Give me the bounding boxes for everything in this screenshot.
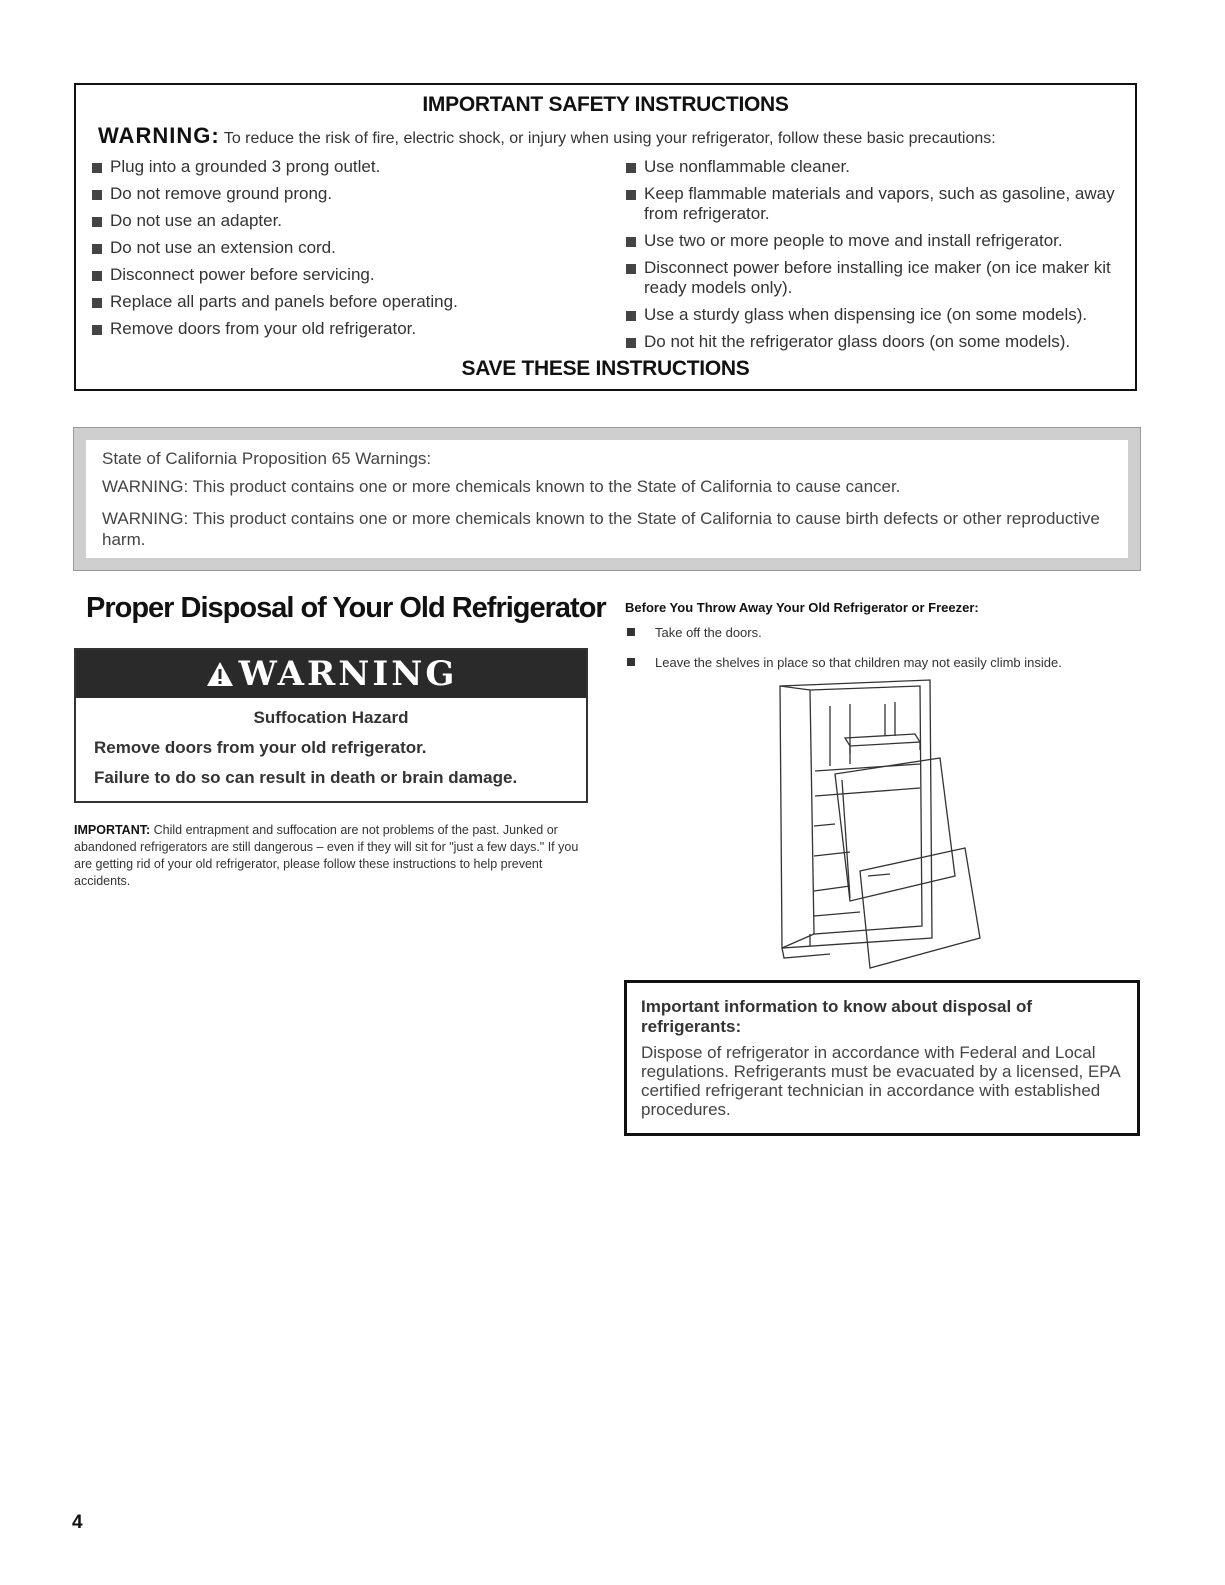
square-bullet-icon bbox=[92, 271, 102, 281]
square-bullet-icon bbox=[626, 237, 636, 247]
list-item: Do not hit the refrigerator glass doors (on some models). bbox=[624, 332, 1134, 352]
square-bullet-icon bbox=[626, 264, 636, 274]
square-bullet-icon bbox=[92, 298, 102, 308]
list-item: Do not remove ground prong. bbox=[90, 184, 600, 204]
safety-instructions-box bbox=[74, 83, 1137, 391]
list-item: Remove doors from your old refrigerator. bbox=[90, 319, 600, 339]
hazard-title: Suffocation Hazard bbox=[253, 708, 409, 727]
list-item: Keep flammable materials and vapors, such as gasoline, away from refrigerator. bbox=[624, 184, 1134, 224]
safety-title: IMPORTANT SAFETY INSTRUCTIONS bbox=[422, 93, 789, 116]
square-bullet-icon bbox=[92, 163, 102, 173]
list-item: Use a sturdy glass when dispensing ice (on some models). bbox=[624, 305, 1134, 325]
page-number: 4 bbox=[72, 1512, 83, 1533]
safety-list-left bbox=[90, 157, 600, 346]
square-bullet-icon bbox=[627, 658, 635, 666]
remove-doors-line: Remove doors from your old refrigerator. bbox=[94, 738, 427, 757]
square-bullet-icon bbox=[626, 338, 636, 348]
list-item: Take off the doors. bbox=[625, 624, 1062, 641]
list-item: Disconnect power before installing ice maker (on ice maker kit ready models only). bbox=[624, 258, 1134, 298]
square-bullet-icon bbox=[92, 190, 102, 200]
important-label: IMPORTANT: bbox=[74, 823, 151, 837]
square-bullet-icon bbox=[92, 325, 102, 335]
refrigerant-disposal-box bbox=[624, 980, 1140, 1136]
square-bullet-icon bbox=[92, 244, 102, 254]
safety-list-right bbox=[624, 157, 1134, 359]
failure-consequence-line: Failure to do so can result in death or brain damage. bbox=[94, 768, 518, 787]
prop65-cancer-warning: WARNING: This product contains one or more chemicals known to the State of California to cause cancer. bbox=[102, 477, 901, 496]
before-throwaway-heading: Before You Throw Away Your Old Refrigerator or Freezer: bbox=[625, 600, 979, 615]
refrigerator-doors-removed-illustration bbox=[770, 676, 990, 971]
square-bullet-icon bbox=[627, 628, 635, 636]
refrigerant-title: Important information to know about disposal of refrigerants: bbox=[641, 997, 1032, 1036]
refrigerant-body: Dispose of refrigerator in accordance with Federal and Local regulations. Refrigerants must be evacuated by a licensed, EPA certified refrigerant technician in accordance with established procedures. bbox=[641, 1043, 1120, 1119]
square-bullet-icon bbox=[626, 311, 636, 321]
important-paragraph bbox=[74, 822, 594, 890]
warning-banner bbox=[76, 650, 586, 698]
list-item: Use two or more people to move and install refrigerator. bbox=[624, 231, 1134, 251]
warning-triangle-icon bbox=[205, 660, 235, 688]
prop65-title: State of California Proposition 65 Warnings: bbox=[102, 449, 432, 468]
list-item: Replace all parts and panels before operating. bbox=[90, 292, 600, 312]
list-item: Plug into a grounded 3 prong outlet. bbox=[90, 157, 600, 177]
warning-text: To reduce the risk of fire, electric shock, or injury when using your refrigerator, follow these basic precautions: bbox=[223, 130, 996, 147]
important-text: Child entrapment and suffocation are not problems of the past. Junked or abandoned refrigerators are still dangerous – even if they will sit for "just a few days." If you are getting rid of your old refrigerator, please follow these instructions to help prevent accidents. bbox=[74, 823, 579, 888]
list-item: Disconnect power before servicing. bbox=[90, 265, 600, 285]
square-bullet-icon bbox=[626, 190, 636, 200]
safety-warning-line bbox=[98, 123, 1129, 149]
prop65-birth-defects-warning: WARNING: This product contains one or more chemicals known to the State of California to cause birth defects or other reproductive harm. bbox=[102, 509, 1100, 549]
list-item: Do not use an extension cord. bbox=[90, 238, 600, 258]
save-instructions-title: SAVE THESE INSTRUCTIONS bbox=[461, 357, 750, 380]
square-bullet-icon bbox=[92, 217, 102, 227]
warning-word: WARNING bbox=[238, 654, 458, 694]
warning-label: WARNING: bbox=[98, 123, 220, 148]
list-item: Do not use an adapter. bbox=[90, 211, 600, 231]
list-item: Leave the shelves in place so that children may not easily climb inside. bbox=[625, 654, 1062, 671]
suffocation-warning-box bbox=[74, 648, 588, 803]
list-item: Use nonflammable cleaner. bbox=[624, 157, 1134, 177]
square-bullet-icon bbox=[626, 163, 636, 173]
prop65-warning-box bbox=[74, 428, 1140, 570]
disposal-heading: Proper Disposal of Your Old Refrigerator bbox=[86, 592, 606, 624]
before-throwaway-list bbox=[625, 624, 1062, 671]
